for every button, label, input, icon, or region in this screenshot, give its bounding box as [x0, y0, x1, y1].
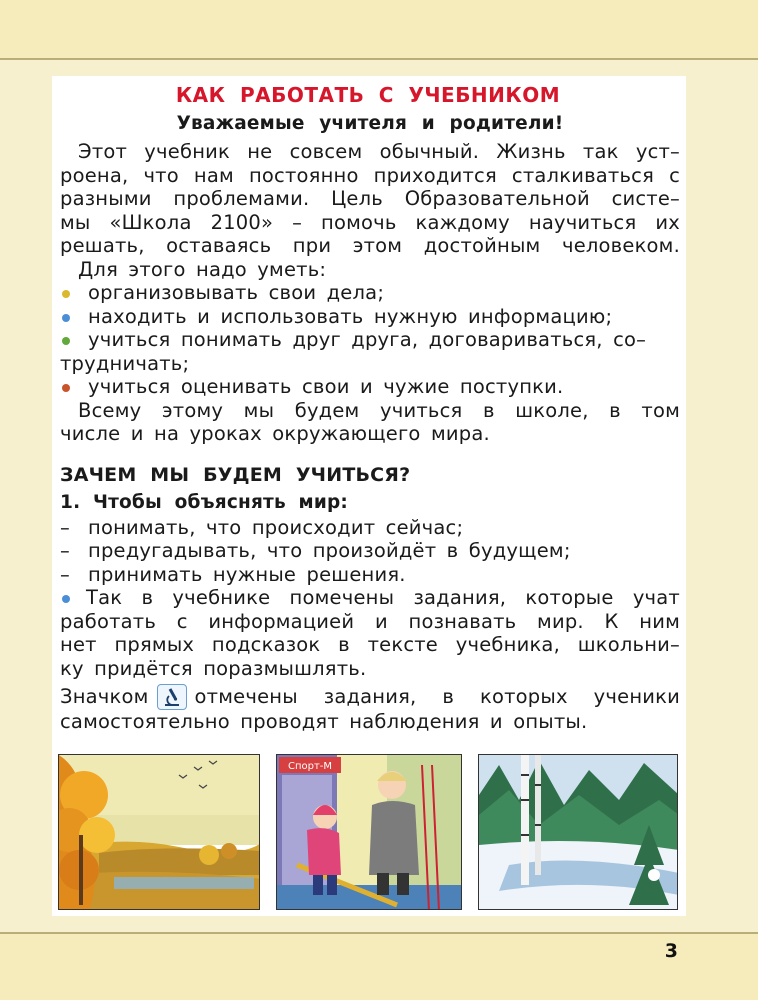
skill-item: [60, 305, 680, 329]
icon-line-before: Значком: [60, 685, 149, 708]
skill-text: находить и использовать нужную информацию;: [88, 304, 613, 328]
intro-line: мы «Школа 2100» – помочь каждому научиться их: [60, 210, 680, 234]
dash-item: [60, 539, 680, 563]
dash-item: [60, 563, 680, 587]
point-heading: 1. Чтобы объяснять мир:: [60, 491, 349, 513]
intro-line: роена, что нам постоянно приходится сталкиваться с: [60, 163, 680, 187]
dash-mark: –: [60, 539, 70, 562]
dash-item-text: понимать, что происходит сейчас;: [88, 515, 464, 539]
top-band: [0, 0, 758, 60]
page-title: КАК РАБОТАТЬ С УЧЕБНИКОМ: [175, 83, 561, 107]
skill-continuation: трудничать;: [60, 351, 190, 375]
dash-mark: –: [60, 562, 70, 586]
intro-line: Этот учебник не совсем обычный. Жизнь так уст–: [78, 140, 680, 163]
marker-line: ку придётся поразмышлять.: [60, 656, 367, 680]
skill-text: организовывать свои дела;: [88, 281, 385, 304]
icon-line-after: отмечены задания, в которых ученики: [194, 685, 680, 708]
bullet-dot-icon: [62, 290, 70, 298]
bullet-dot-icon: [62, 384, 70, 392]
autumn-landscape-picture: [58, 754, 260, 910]
children-with-skis-picture: [276, 754, 462, 910]
dash-item: [60, 516, 680, 540]
bullet-dot-icon: [62, 595, 70, 603]
marker-line: Так в учебнике помечены задания, которые учат: [86, 586, 680, 609]
closing-line: числе и на уроках окружающего мира.: [60, 422, 490, 445]
skill-item: [60, 328, 680, 352]
icon-line: [60, 684, 680, 710]
dash-mark: –: [60, 515, 70, 539]
dash-item-text: предугадывать, что произойдёт в будущем;: [88, 539, 571, 562]
illustrations: [58, 754, 678, 910]
bottom-band: [0, 932, 758, 1000]
closing-line: Всему этому мы будем учиться в школе, в том: [78, 398, 680, 422]
section-heading: ЗАЧЕМ МЫ БУДЕМ УЧИТЬСЯ?: [60, 463, 411, 486]
skills-lead: Для этого надо уметь:: [78, 257, 327, 281]
winter-landscape-picture: [478, 754, 678, 910]
dash-item-text: принимать нужные решения.: [88, 562, 406, 586]
intro-line: разными проблемами. Цель Образовательной систе–: [60, 187, 680, 210]
bullet-dot-icon: [62, 314, 70, 322]
marker-line: работать с информацией и познавать мир. К ним: [60, 609, 680, 633]
shop-sign: Спорт-М: [287, 761, 333, 772]
microscope-icon: [157, 684, 187, 710]
page-content: [60, 80, 680, 734]
marker-paragraph: [60, 586, 680, 610]
icon-line2: самостоятельно проводят наблюдения и опыты.: [60, 710, 588, 733]
page-subtitle: Уважаемые учителя и родители!: [176, 113, 564, 134]
bullet-dot-icon: [62, 337, 70, 345]
intro-line: решать, оставаясь при этом достойным человеком.: [60, 234, 680, 257]
marker-line: нет прямых подсказок в тексте учебника, школьни–: [60, 633, 680, 656]
skill-item: [60, 281, 680, 305]
skill-text: учиться понимать друг друга, договариваться, со–: [88, 328, 647, 351]
skill-item: [60, 375, 680, 399]
page-number: 3: [664, 940, 678, 962]
skill-text: учиться оценивать свои и чужие поступки.: [88, 375, 564, 398]
